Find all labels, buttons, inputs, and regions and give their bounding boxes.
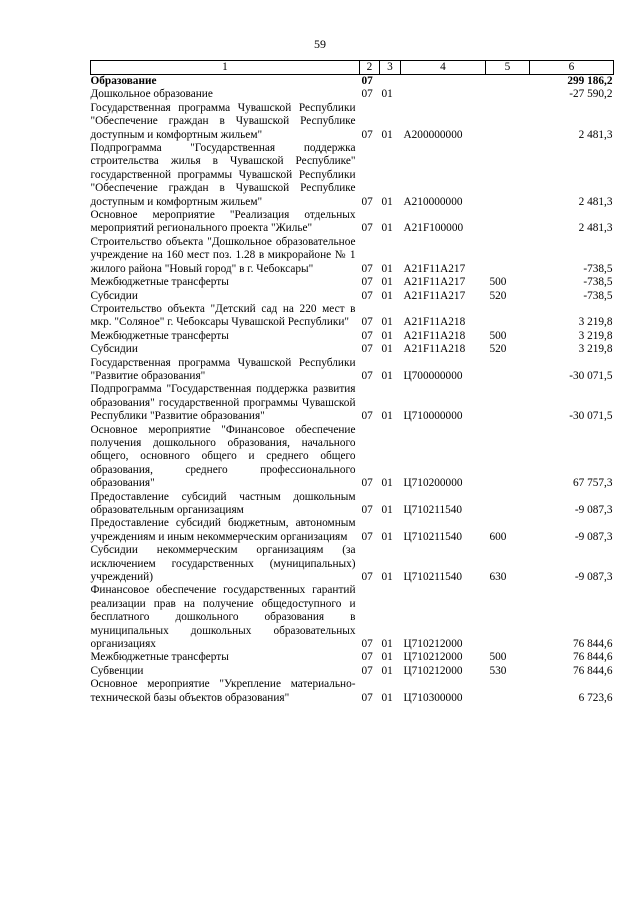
row-amount: -738,5 bbox=[583, 289, 613, 302]
row-subsection-code: 01 bbox=[381, 638, 393, 651]
row-name: Подпрограмма "Государственная поддержка строительства жилья в Чувашской Республике" государственной программы Чувашской Республики "Обеспечение граждан в Чувашской Республике доступным и комфортным жильем" bbox=[90, 142, 356, 208]
row-subsection-code: 01 bbox=[381, 88, 393, 101]
row-target-article: Ц710300000 bbox=[403, 691, 463, 704]
row-target-article: А21F11А218 bbox=[403, 329, 466, 342]
row-amount: 6 723,6 bbox=[578, 691, 613, 704]
row-expense-type bbox=[486, 88, 530, 101]
row-target-article: Ц710211540 bbox=[403, 571, 463, 584]
row-expense-type bbox=[486, 584, 530, 651]
header-col-4: 4 bbox=[401, 61, 486, 75]
row-section-code: 07 bbox=[361, 651, 373, 664]
row-subsection-code: 01 bbox=[381, 571, 393, 584]
row-name: Основное мероприятие "Укрепление материально-технической базы объектов образования" bbox=[90, 678, 356, 704]
row-section-code: 07 bbox=[361, 128, 373, 141]
table-row bbox=[91, 383, 614, 423]
row-expense-type: 530 bbox=[489, 664, 507, 677]
row-subsection-code bbox=[380, 75, 401, 89]
table-row bbox=[91, 142, 614, 209]
table-body bbox=[91, 75, 614, 706]
row-amount: -9 087,3 bbox=[574, 504, 613, 516]
row-amount: -9 087,3 bbox=[574, 571, 613, 584]
row-amount: 76 844,6 bbox=[572, 651, 613, 664]
table-row bbox=[91, 491, 614, 518]
row-subsection-code: 01 bbox=[381, 651, 393, 664]
row-expense-type bbox=[486, 236, 530, 276]
row-section-code: 07 bbox=[361, 410, 373, 423]
header-col-5: 5 bbox=[486, 61, 530, 75]
row-name: Субвенции bbox=[90, 664, 144, 677]
table-row bbox=[91, 209, 614, 236]
row-name: Строительство объекта "Дошкольное образовательное учреждение на 160 мест поз. 1.28 в микрорайоне № 1 жилого района "Новый город" в г. Чебоксары" bbox=[90, 235, 356, 275]
row-expense-type: 500 bbox=[489, 651, 507, 664]
row-amount: 2 481,3 bbox=[578, 195, 613, 208]
row-section-code: 07 bbox=[361, 504, 373, 516]
row-name: Субсидии некоммерческим организациям (за исключением государственных (муниципальных) учреждений) bbox=[90, 544, 356, 584]
row-subsection-code: 01 bbox=[381, 195, 393, 208]
row-subsection-code: 01 bbox=[381, 504, 393, 516]
row-amount: 76 844,6 bbox=[572, 638, 613, 651]
table-row bbox=[91, 678, 614, 705]
row-section-code: 07 bbox=[361, 316, 373, 329]
row-section-code: 07 bbox=[361, 530, 373, 543]
row-amount: 3 219,8 bbox=[578, 316, 613, 329]
row-target-article: А21F100000 bbox=[403, 222, 464, 235]
header-col-3: 3 bbox=[380, 61, 401, 75]
row-subsection-code: 01 bbox=[381, 369, 393, 382]
table-row bbox=[91, 290, 614, 303]
row-name: Дошкольное образование bbox=[90, 88, 213, 101]
row-name: Основное мероприятие "Финансовое обеспечение получения дошкольного образования, начального общего, основного общего и среднего общего образования, среднего профессионального образования" bbox=[90, 423, 356, 490]
row-subsection-code: 01 bbox=[381, 262, 393, 275]
row-section-code: 07 bbox=[361, 571, 373, 584]
row-target-article: Ц710211540 bbox=[403, 530, 463, 543]
row-target-article: Ц710212000 bbox=[403, 651, 463, 664]
table-row bbox=[91, 544, 614, 584]
table-row bbox=[91, 517, 614, 544]
row-section-code: 07 bbox=[361, 664, 373, 677]
row-expense-type bbox=[486, 142, 530, 209]
table-row bbox=[91, 330, 614, 343]
row-name: Основное мероприятие "Реализация отдельных мероприятий регионального проекта "Жилье" bbox=[90, 209, 356, 235]
table-row bbox=[91, 651, 614, 664]
row-section-code: 07 bbox=[361, 195, 373, 208]
row-section-code: 07 bbox=[361, 343, 373, 356]
row-expense-type: 500 bbox=[489, 276, 507, 289]
row-target-article bbox=[401, 88, 486, 101]
row-expense-type: 630 bbox=[489, 571, 507, 584]
row-amount: 2 481,3 bbox=[578, 222, 613, 235]
row-expense-type bbox=[486, 424, 530, 491]
row-name: Межбюджетные трансферты bbox=[90, 651, 229, 664]
row-target-article: Ц710211540 bbox=[403, 504, 463, 516]
row-name: Межбюджетные трансферты bbox=[90, 329, 229, 342]
row-target-article: Ц710212000 bbox=[403, 638, 463, 651]
row-section-code: 07 bbox=[361, 262, 373, 275]
row-amount: -738,5 bbox=[583, 276, 613, 289]
row-amount: 3 219,8 bbox=[578, 329, 613, 342]
row-name: Предоставление субсидий частным дошкольным образовательным организациям bbox=[90, 490, 356, 516]
row-target-article: А21F11А217 bbox=[403, 262, 466, 275]
row-name: Образование bbox=[90, 75, 157, 87]
row-expense-type: 520 bbox=[489, 343, 507, 356]
table-row bbox=[91, 102, 614, 142]
row-name: Строительство объекта "Детский сад на 220 мест в мкр. "Соляное" г. Чебоксары Чувашской Республики" bbox=[90, 302, 356, 329]
row-amount: -9 087,3 bbox=[574, 530, 613, 543]
row-target-article: А200000000 bbox=[403, 128, 463, 141]
row-amount: 3 219,8 bbox=[578, 343, 613, 356]
row-expense-type bbox=[486, 383, 530, 423]
row-subsection-code: 01 bbox=[381, 410, 393, 423]
row-section-code: 07 bbox=[361, 329, 373, 342]
table-row bbox=[91, 665, 614, 678]
row-subsection-code: 01 bbox=[381, 477, 393, 490]
row-name: Подпрограмма "Государственная поддержка развития образования" государственной программы Чувашской Республики "Развитие образования" bbox=[90, 383, 356, 423]
row-amount: -30 071,5 bbox=[569, 369, 613, 382]
row-subsection-code: 01 bbox=[381, 664, 393, 677]
row-expense-type: 600 bbox=[489, 530, 507, 543]
row-target-article: Ц710200000 bbox=[403, 477, 463, 490]
row-expense-type bbox=[486, 678, 530, 705]
row-section-code: 07 bbox=[361, 222, 373, 235]
table-row bbox=[91, 276, 614, 289]
row-amount: 76 844,6 bbox=[572, 664, 613, 677]
row-section-code: 07 bbox=[361, 276, 373, 289]
row-section-code: 07 bbox=[361, 369, 373, 382]
row-subsection-code: 01 bbox=[381, 530, 393, 543]
row-subsection-code: 01 bbox=[381, 343, 393, 356]
row-target-article: А21F11А217 bbox=[403, 276, 466, 289]
row-expense-type bbox=[486, 357, 530, 384]
row-section-code: 07 bbox=[361, 88, 373, 101]
row-target-article: Ц700000000 bbox=[403, 369, 463, 382]
row-target-article: А21F11А218 bbox=[403, 316, 466, 329]
row-expense-type bbox=[486, 303, 530, 330]
row-section-code: 07 bbox=[361, 289, 373, 302]
table-row bbox=[91, 75, 614, 89]
row-name: Межбюджетные трансферты bbox=[90, 276, 229, 289]
row-subsection-code: 01 bbox=[381, 128, 393, 141]
row-amount: 299 186,2 bbox=[567, 75, 613, 87]
row-subsection-code: 01 bbox=[381, 329, 393, 342]
row-name: Субсидии bbox=[90, 289, 138, 302]
row-expense-type bbox=[486, 491, 530, 518]
row-section-code: 07 bbox=[361, 638, 373, 651]
row-target-article: А21F11А217 bbox=[403, 289, 466, 302]
row-section-code: 07 bbox=[361, 75, 373, 87]
row-expense-type bbox=[486, 75, 530, 89]
table-row bbox=[91, 236, 614, 276]
row-section-code: 07 bbox=[361, 691, 373, 704]
budget-table bbox=[90, 60, 614, 705]
row-name: Субсидии bbox=[90, 343, 138, 356]
row-target-article: А210000000 bbox=[403, 195, 463, 208]
row-subsection-code: 01 bbox=[381, 316, 393, 329]
table-row bbox=[91, 343, 614, 356]
table-header-row bbox=[91, 61, 614, 75]
row-subsection-code: 01 bbox=[381, 691, 393, 704]
row-amount: -30 071,5 bbox=[569, 410, 613, 423]
table-row bbox=[91, 88, 614, 101]
header-col-6: 6 bbox=[530, 61, 614, 75]
page-number: 59 bbox=[314, 37, 326, 51]
row-expense-type bbox=[486, 209, 530, 236]
row-amount: -27 590,2 bbox=[569, 88, 613, 101]
row-name: Государственная программа Чувашской Республики "Обеспечение граждан в Чувашской Республике доступным и комфортным жильем" bbox=[90, 101, 356, 141]
row-target-article: А21F11А218 bbox=[403, 343, 466, 356]
row-name: Финансовое обеспечение государственных гарантий реализации прав на получение общедоступного и бесплатного дошкольного образования в муниципальных дошкольных образовательных организациях bbox=[90, 584, 356, 651]
row-target-article bbox=[401, 75, 486, 89]
row-subsection-code: 01 bbox=[381, 289, 393, 302]
table-row bbox=[91, 584, 614, 651]
table-row bbox=[91, 424, 614, 491]
row-expense-type: 520 bbox=[489, 289, 507, 302]
row-name: Государственная программа Чувашской Республики "Развитие образования" bbox=[90, 356, 356, 382]
row-subsection-code: 01 bbox=[381, 276, 393, 289]
row-amount: 67 757,3 bbox=[572, 477, 613, 490]
table-row bbox=[91, 357, 614, 384]
header-col-2: 2 bbox=[360, 61, 380, 75]
row-amount: -738,5 bbox=[583, 262, 613, 275]
table-row bbox=[91, 303, 614, 330]
row-subsection-code: 01 bbox=[381, 222, 393, 235]
header-col-1: 1 bbox=[91, 61, 360, 75]
row-expense-type: 500 bbox=[489, 329, 507, 342]
row-target-article: Ц710212000 bbox=[403, 664, 463, 677]
row-amount: 2 481,3 bbox=[578, 128, 613, 141]
row-section-code: 07 bbox=[361, 477, 373, 490]
row-target-article: Ц710000000 bbox=[403, 410, 463, 423]
row-name: Предоставление субсидий бюджетным, автономным учреждениям и иным некоммерческим организациям bbox=[90, 517, 356, 543]
row-expense-type bbox=[486, 102, 530, 142]
